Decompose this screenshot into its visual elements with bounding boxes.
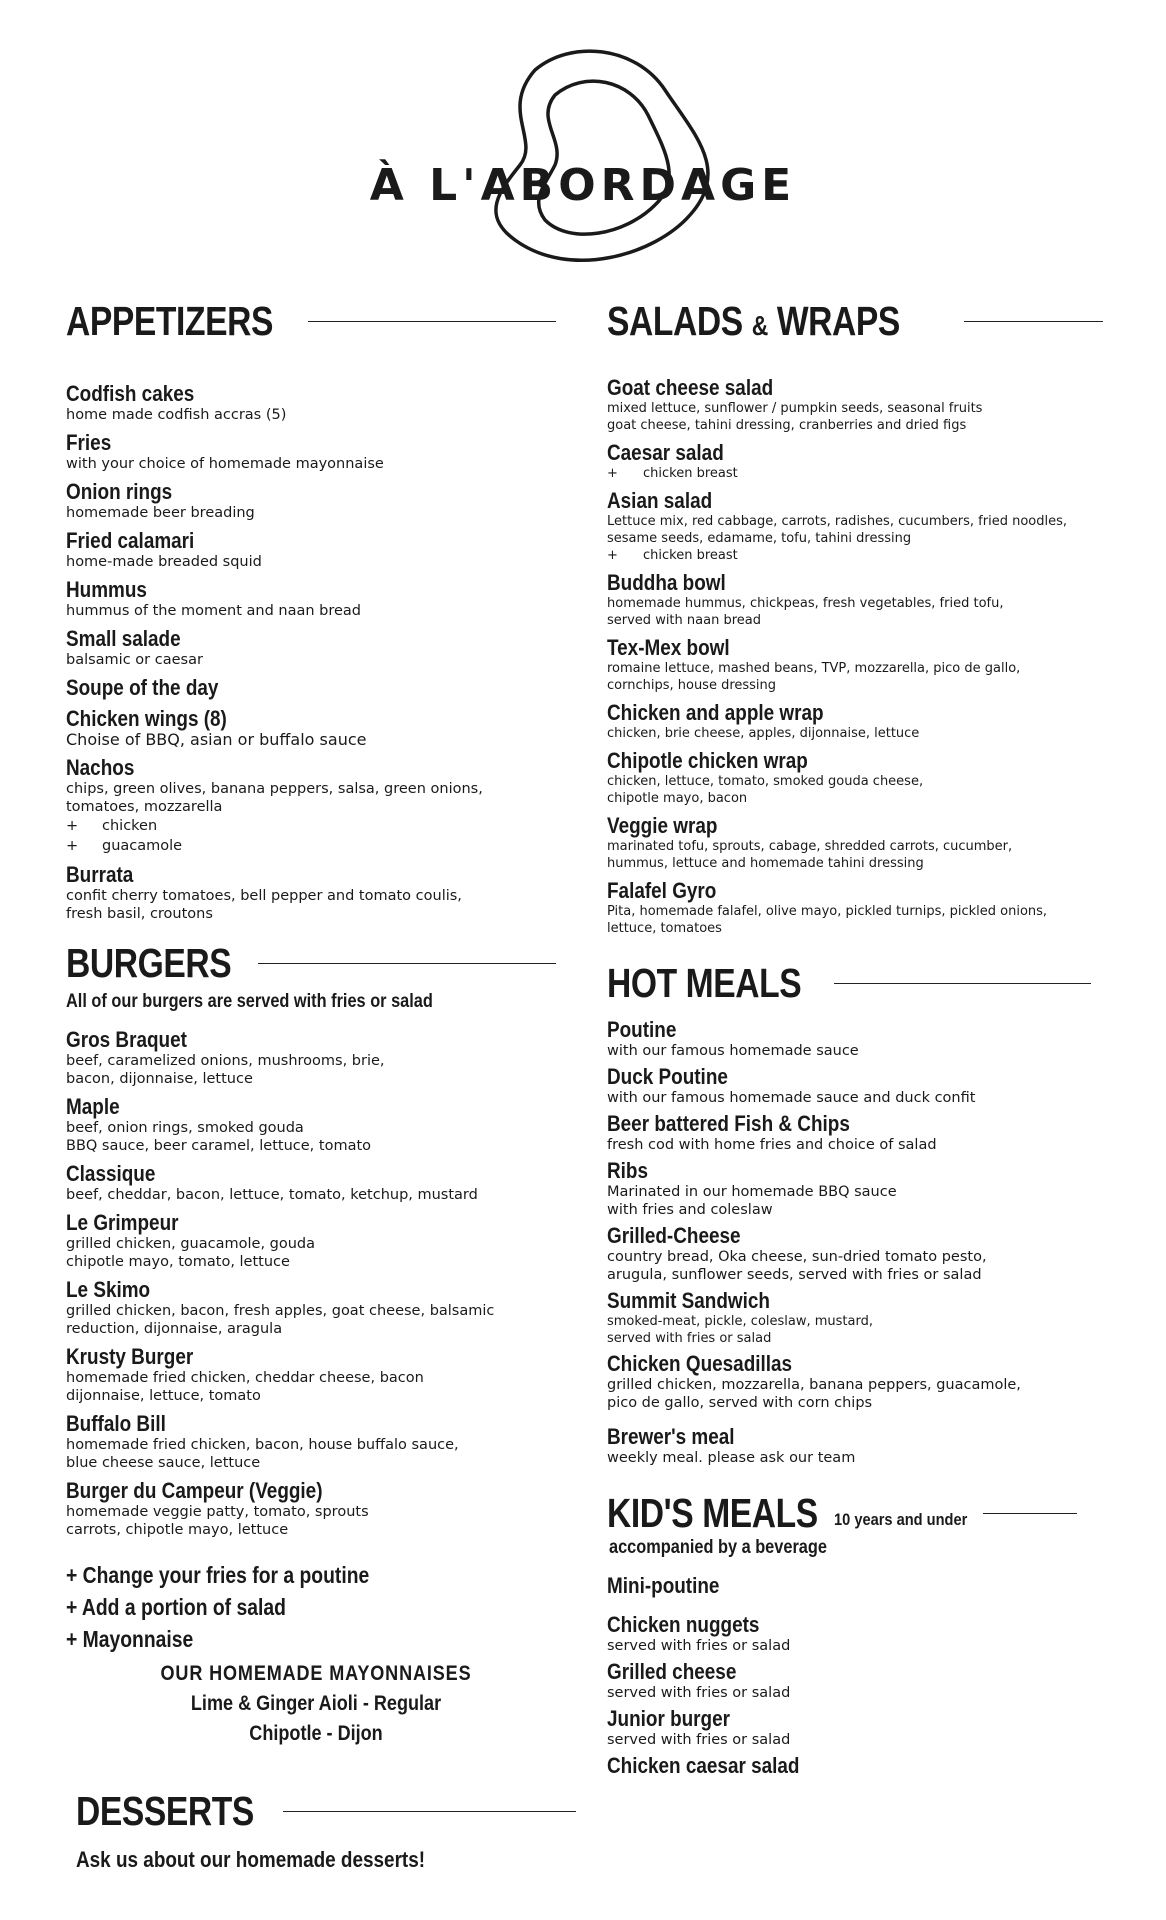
brand-name: À L'ABORDAGE xyxy=(369,160,797,211)
kids-subtitle: 10 years and under xyxy=(834,1509,968,1529)
menu-item xyxy=(607,748,1107,807)
item-description: marinated tofu, sprouts, cabage, shredded carrots, cucumber, hummus, lettuce and homemade tahini dressing xyxy=(607,839,1013,871)
menu-item xyxy=(607,1017,1107,1060)
item-name: Grilled-Cheese xyxy=(607,1223,741,1248)
menu-item xyxy=(607,488,1107,564)
burgers-header xyxy=(66,940,556,987)
burger-extra: + Mayonnaise xyxy=(66,1626,194,1652)
addon-label: chicken xyxy=(102,818,158,834)
menu-item xyxy=(607,1612,1107,1655)
item-description: chips, green olives, banana peppers, salsa, green onions, tomatoes, mozzarella xyxy=(66,781,483,815)
item-name: Small salade xyxy=(66,626,181,651)
item-name: Duck Poutine xyxy=(607,1064,728,1089)
burgers-section xyxy=(66,940,566,1749)
kids-section xyxy=(607,1490,1107,1784)
menu-item xyxy=(607,1223,1107,1284)
section-divider xyxy=(964,321,1103,322)
kids-note: accompanied by a beverage xyxy=(609,1537,827,1558)
menu-item xyxy=(607,375,1107,434)
desserts-section xyxy=(76,1788,576,1873)
section-divider xyxy=(283,1811,576,1812)
item-name: Veggie wrap xyxy=(607,813,718,838)
item-description: grilled chicken, mozzarella, banana peppers, guacamole, pico de gallo, served with corn chips xyxy=(607,1377,1021,1411)
item-name: Chicken caesar salad xyxy=(607,1753,800,1778)
menu-item xyxy=(607,440,1107,482)
item-description: confit cherry tomatoes, bell pepper and tomato coulis, fresh basil, croutons xyxy=(66,888,462,922)
item-name: Fried calamari xyxy=(66,528,195,553)
item-description: grilled chicken, bacon, fresh apples, goat cheese, balsamic reduction, dijonnaise, aragula xyxy=(66,1303,495,1337)
menu-item xyxy=(66,706,566,749)
item-description: with our famous homemade sauce xyxy=(607,1043,859,1059)
menu-item xyxy=(607,1659,1107,1702)
section-divider xyxy=(834,983,1091,984)
section-divider xyxy=(258,963,556,964)
item-description: Marinated in our homemade BBQ sauce with fries and coleslaw xyxy=(607,1184,897,1218)
item-name: Chicken Quesadillas xyxy=(607,1351,793,1376)
restaurant-logo xyxy=(0,40,1166,280)
menu-item xyxy=(66,1161,566,1204)
item-name: Falafel Gyro xyxy=(607,878,717,903)
item-description: weekly meal. please ask our team xyxy=(607,1450,856,1466)
item-name: Hummus xyxy=(66,577,147,602)
item-name: Beer battered Fish & Chips xyxy=(607,1111,850,1136)
menu-item xyxy=(66,1411,566,1472)
menu-item xyxy=(607,635,1107,694)
appetizers-title: APPETIZERS xyxy=(66,298,273,344)
item-name: Goat cheese salad xyxy=(607,375,774,400)
item-description: hummus of the moment and naan bread xyxy=(66,603,362,619)
menu-item xyxy=(66,1027,566,1088)
hot-meals-section xyxy=(607,960,1107,1473)
item-description: fresh cod with home fries and choice of salad xyxy=(607,1137,937,1153)
item-description: smoked-meat, pickle, coleslaw, mustard, served with fries or salad xyxy=(607,1314,873,1346)
item-name: Chipotle chicken wrap xyxy=(607,748,808,773)
addon-option xyxy=(66,816,566,836)
desserts-header xyxy=(76,1788,576,1835)
menu-item xyxy=(607,1706,1107,1749)
menu-item xyxy=(607,1351,1107,1412)
burgers-title: BURGERS xyxy=(66,940,232,986)
item-description: homemade hummus, chickpeas, fresh vegetables, fried tofu, served with naan bread xyxy=(607,596,1004,628)
burgers-note: All of our burgers are served with fries or salad xyxy=(66,991,433,1012)
section-divider xyxy=(983,1513,1077,1514)
menu-item xyxy=(607,813,1107,872)
menu-item xyxy=(66,1478,566,1539)
item-description: country bread, Oka cheese, sun-dried tomato pesto, arugula, sunflower seeds, served with fries or salad xyxy=(607,1249,987,1283)
addon-option xyxy=(607,465,1107,482)
hot-meals-header xyxy=(607,960,1091,1007)
salads-title-end: WRAPS xyxy=(776,298,900,344)
item-name: Poutine xyxy=(607,1017,677,1042)
menu-item xyxy=(66,381,566,424)
menu-item xyxy=(66,755,566,856)
menu-item xyxy=(66,1210,566,1271)
item-description: romaine lettuce, mashed beans, TVP, mozzarella, pico de gallo, cornchips, house dressing xyxy=(607,661,1021,693)
menu-item xyxy=(607,1424,1107,1467)
menu-item xyxy=(66,1277,566,1338)
addon-label: guacamole xyxy=(102,838,183,854)
menu-item xyxy=(66,675,566,700)
menu-item xyxy=(66,862,566,923)
item-name: Buddha bowl xyxy=(607,570,726,595)
item-description: home made codfish accras (5) xyxy=(66,407,287,423)
item-name: Mini-poutine xyxy=(607,1573,720,1598)
item-description: chicken, brie cheese, apples, dijonnaise, lettuce xyxy=(607,726,920,741)
item-name: Junior burger xyxy=(607,1706,730,1731)
hot-meals-title: HOT MEALS xyxy=(607,960,802,1006)
burger-extra: + Add a portion of salad xyxy=(66,1594,286,1620)
mayonnaise-box xyxy=(66,1659,566,1749)
menu-item xyxy=(66,528,566,571)
item-name: Onion rings xyxy=(66,479,173,504)
item-description: homemade fried chicken, cheddar cheese, bacon dijonnaise, lettuce, tomato xyxy=(66,1370,424,1404)
menu-item xyxy=(607,878,1107,937)
addon-label: chicken breast xyxy=(643,548,738,563)
item-name: Caesar salad xyxy=(607,440,724,465)
item-description: chicken, lettuce, tomato, smoked gouda cheese, chipotle mayo, bacon xyxy=(607,774,924,806)
item-name: Fries xyxy=(66,430,112,455)
menu-item xyxy=(66,430,566,473)
desserts-title: DESSERTS xyxy=(76,1788,254,1834)
item-name: Classique xyxy=(66,1161,156,1186)
menu-item xyxy=(607,1573,1107,1598)
salads-section xyxy=(607,298,1107,943)
item-name: Burger du Campeur (Veggie) xyxy=(66,1478,323,1503)
mayonnaise-title: OUR HOMEMADE MAYONNAISES xyxy=(160,1662,472,1685)
menu-item xyxy=(66,1344,566,1405)
item-name: Le Grimpeur xyxy=(66,1210,179,1235)
item-description: beef, cheddar, bacon, lettuce, tomato, ketchup, mustard xyxy=(66,1187,478,1203)
addon-label: chicken breast xyxy=(643,466,738,481)
item-name: Gros Braquet xyxy=(66,1027,187,1052)
item-name: Burrata xyxy=(66,862,134,887)
menu-item xyxy=(607,1064,1107,1107)
addon-option xyxy=(607,547,1107,564)
item-name: Buffalo Bill xyxy=(66,1411,166,1436)
item-name: Chicken and apple wrap xyxy=(607,700,824,725)
addon-option xyxy=(66,836,566,856)
item-description: Pita, homemade falafel, olive mayo, pickled turnips, pickled onions, lettuce, tomatoes xyxy=(607,904,1048,936)
item-name: Krusty Burger xyxy=(66,1344,194,1369)
menu-item xyxy=(607,570,1107,629)
menu-item xyxy=(607,1288,1107,1347)
appetizers-section xyxy=(66,298,566,929)
item-description: homemade beer breading xyxy=(66,505,255,521)
salads-title-main: SALADS xyxy=(607,298,743,344)
section-divider xyxy=(308,321,556,322)
menu-item xyxy=(607,1111,1107,1154)
mayonnaise-list: Lime & Ginger Aioli - Regular xyxy=(190,1692,442,1715)
menu-item xyxy=(607,1753,1107,1778)
item-description: served with fries or salad xyxy=(607,1638,791,1654)
menu-item xyxy=(607,700,1107,742)
item-name: Codfish cakes xyxy=(66,381,195,406)
appetizers-header xyxy=(66,298,556,345)
item-description: homemade fried chicken, bacon, house buffalo sauce, blue cheese sauce, lettuce xyxy=(66,1437,459,1471)
plus-icon: + xyxy=(607,466,618,481)
item-name: Asian salad xyxy=(607,488,713,513)
item-description: with your choice of homemade mayonnaise xyxy=(66,456,384,472)
item-name: Soupe of the day xyxy=(66,675,219,700)
mayonnaise-list: Chipotle - Dijon xyxy=(249,1722,383,1745)
burger-extra: + Change your fries for a poutine xyxy=(66,1562,370,1588)
item-description: beef, caramelized onions, mushrooms, brie, bacon, dijonnaise, lettuce xyxy=(66,1053,385,1087)
menu-item xyxy=(66,1094,566,1155)
item-description: beef, onion rings, smoked gouda BBQ sauce, beer caramel, lettuce, tomato xyxy=(66,1120,372,1154)
item-description: with our famous homemade sauce and duck confit xyxy=(607,1090,976,1106)
item-description: grilled chicken, guacamole, gouda chipotle mayo, tomato, lettuce xyxy=(66,1236,316,1270)
kids-header xyxy=(607,1490,1077,1537)
menu-item xyxy=(607,1158,1107,1219)
item-name: Maple xyxy=(66,1094,120,1119)
menu-item xyxy=(66,577,566,620)
item-name: Brewer's meal xyxy=(607,1424,735,1449)
item-name: Tex-Mex bowl xyxy=(607,635,730,660)
plus-icon: + xyxy=(66,818,79,834)
item-description: served with fries or salad xyxy=(607,1685,791,1701)
menu-item xyxy=(66,626,566,669)
salads-header xyxy=(607,298,1103,345)
item-description: mixed lettuce, sunflower / pumpkin seeds, seasonal fruits goat cheese, tahini dressing, cranberries and dried figs xyxy=(607,401,983,433)
item-name: Chicken nuggets xyxy=(607,1612,760,1637)
salads-title xyxy=(607,298,900,345)
item-name: Grilled cheese xyxy=(607,1659,737,1684)
item-description: home-made breaded squid xyxy=(66,554,262,570)
item-description: homemade veggie patty, tomato, sprouts carrots, chipotle mayo, lettuce xyxy=(66,1504,369,1538)
plus-icon: + xyxy=(66,838,79,854)
salads-title-amp: & xyxy=(751,310,768,341)
menu-item xyxy=(66,479,566,522)
item-name: Chicken wings (8) xyxy=(66,706,227,731)
item-name: Ribs xyxy=(607,1158,649,1183)
desserts-note: Ask us about our homemade desserts! xyxy=(76,1847,426,1872)
item-name: Nachos xyxy=(66,755,135,780)
plus-icon: + xyxy=(607,548,618,563)
item-name: Summit Sandwich xyxy=(607,1288,770,1313)
item-description: balsamic or caesar xyxy=(66,652,203,668)
item-description: served with fries or salad xyxy=(607,1732,791,1748)
item-name: Le Skimo xyxy=(66,1277,151,1302)
kids-title: KID'S MEALS xyxy=(607,1490,818,1536)
item-description: Choise of BBQ, asian or buffalo sauce xyxy=(66,730,367,749)
item-description: Lettuce mix, red cabbage, carrots, radishes, cucumbers, fried noodles, sesame seeds, edamame, tofu, tahini dressing xyxy=(607,514,1067,546)
